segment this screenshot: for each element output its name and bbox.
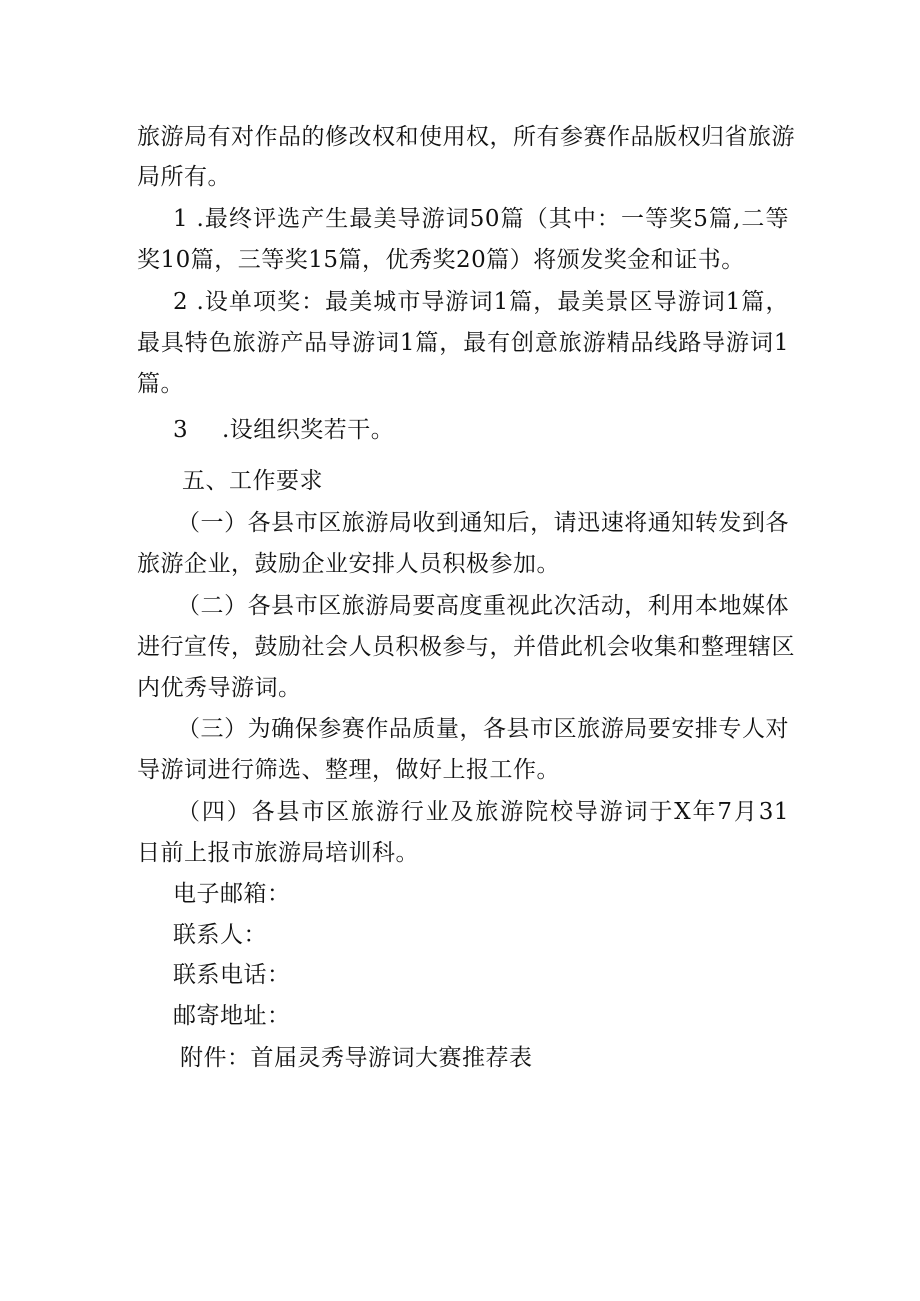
requirement-1-line: （一）各县市区旅游局收到通知后，请迅速将通知转发到各 — [177, 510, 789, 536]
list-item-3-number: 3 — [173, 417, 189, 443]
requirement-4-line: 日前上报市旅游局培训科。 — [137, 840, 419, 866]
attachment-line: 附件：首届灵秀导游词大赛推荐表 — [180, 1045, 533, 1071]
requirement-3-line: 导游词进行筛选、整理，做好上报工作。 — [137, 757, 560, 783]
requirement-3-line: （三）为确保参赛作品质量，各县市区旅游局要安排专人对 — [177, 716, 789, 742]
paragraph-line: 局所有。 — [137, 164, 231, 190]
list-item-1-line: 奖10篇，三等奖15篇，优秀奖20篇）将颁发奖金和证书。 — [137, 247, 745, 273]
paragraph-line: 旅游局有对作品的修改权和使用权，所有参赛作品版权归省旅游 — [137, 124, 795, 150]
list-item-2-line: 篇。 — [137, 371, 184, 397]
requirement-2-line: 进行宣传，鼓励社会人员积极参与，并借此机会收集和整理辖区 — [137, 634, 795, 660]
list-item-3-text: .设组织奖若干。 — [222, 417, 395, 443]
mailing-address-label: 邮寄地址： — [173, 1003, 291, 1029]
contact-person-label: 联系人： — [173, 922, 267, 948]
contact-phone-label: 联系电话： — [173, 962, 291, 988]
email-label: 电子邮箱： — [173, 881, 291, 907]
list-item-2-line: 2 .设单项奖：最美城市导游词1篇，最美景区导游词1篇， — [173, 289, 789, 315]
section-heading: 五、工作要求 — [182, 468, 323, 494]
list-item-1-line: 1 .最终评选产生最美导游词50篇（其中：一等奖5篇,二等 — [173, 206, 789, 232]
requirement-1-line: 旅游企业，鼓励企业安排人员积极参加。 — [137, 551, 560, 577]
requirement-2-line: 内优秀导游词。 — [137, 675, 302, 701]
requirement-2-line: （二）各县市区旅游局要高度重视此次活动，利用本地媒体 — [177, 593, 789, 619]
requirement-4-line: （四）各县市区旅游行业及旅游院校导游词于X年7月31 — [177, 799, 789, 825]
list-item-2-line: 最具特色旅游产品导游词1篇，最有创意旅游精品线路导游词1 — [137, 330, 789, 356]
